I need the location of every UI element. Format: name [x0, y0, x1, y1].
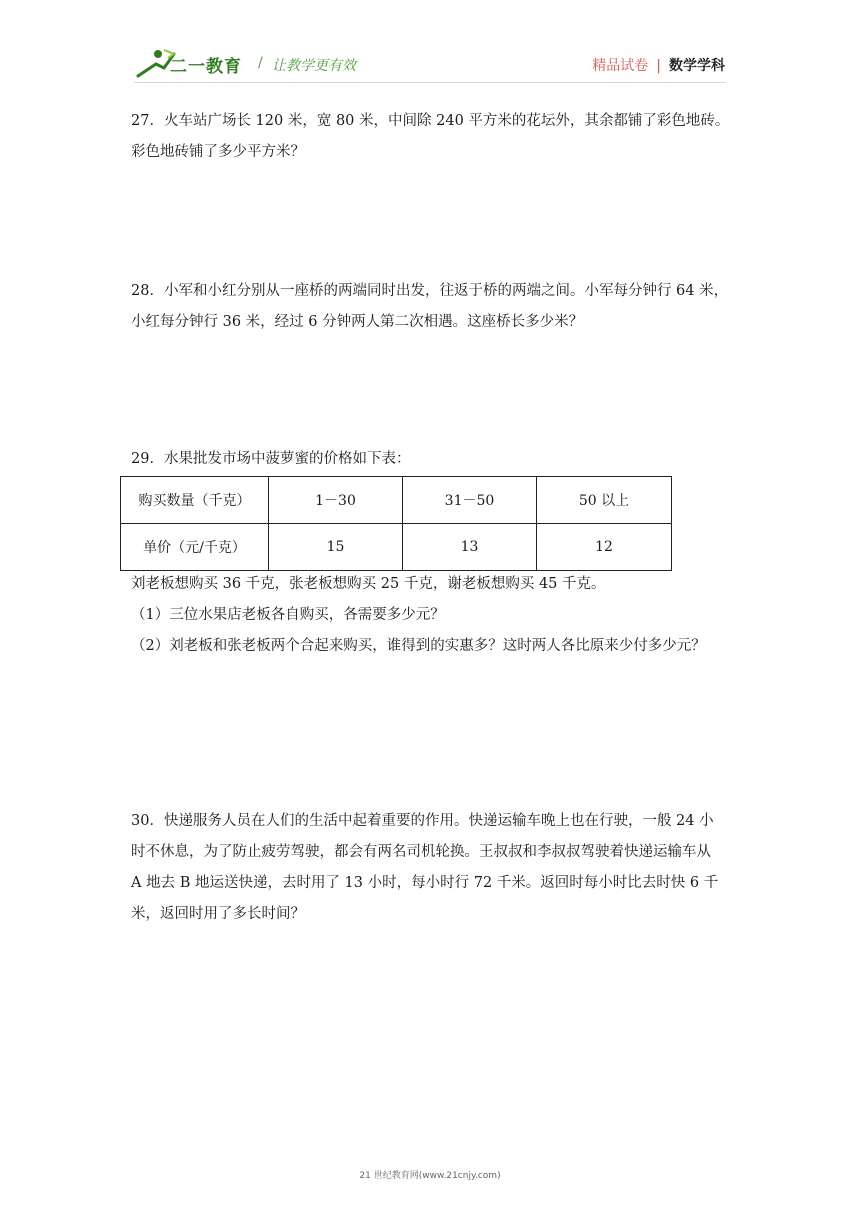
sub-question-1: （1）三位水果店老板各自购买，各需要多少元？: [131, 607, 445, 623]
logo-text: 二一教育: [170, 57, 242, 77]
table-cell: 1－30: [269, 477, 403, 524]
header-separator: |: [656, 58, 661, 74]
header-divider: [134, 82, 726, 83]
sub-question-2: （2）刘老板和张老板两个合起来购买，谁得到的实惠多？这时两人各比原来少付多少元？: [131, 638, 706, 654]
question-text: 刘老板想购买 36 千克，张老板想购买 25 千克，谢老板想购买 45 千克。: [131, 576, 606, 592]
question-text: 28．小军和小红分别从一座桥的两端同时出发，往返于桥的两端之间。小军每分钟行 64 米，: [131, 283, 729, 299]
table-cell: 12: [537, 524, 672, 571]
price-table: [120, 476, 672, 571]
table-cell: 单价（元/千克）: [121, 524, 269, 571]
question-29-intro: [131, 444, 731, 475]
question-29-body: [131, 569, 731, 662]
table-row: [121, 477, 672, 524]
table-cell: 购买数量（千克）: [121, 477, 269, 524]
slogan: 让教学更有效: [272, 58, 356, 74]
slogan-separator: /: [258, 55, 263, 71]
question-text: 米，返回时用了多长时间？: [131, 906, 305, 922]
table-cell: 50 以上: [537, 477, 672, 524]
question-text: 30．快递服务人员在人们的生活中起着重要的作用。快递运输车晚上也在行驶，一般 24 小: [131, 813, 714, 829]
table-row: [121, 524, 672, 571]
question-27: [131, 106, 731, 168]
subject-label: 数学学科: [669, 58, 725, 74]
question-text: 27．火车站广场长 120 米，宽 80 米，中间除 240 平方米的花坛外，其余都铺了彩色地砖。: [131, 113, 730, 129]
brand-label: 精品试卷: [592, 58, 649, 74]
question-30: [131, 806, 731, 930]
question-text: A 地去 B 地运送快递，去时用了 13 小时，每小时行 72 千米。返回时每小时比去时快 6 千: [131, 875, 719, 891]
header-right: [592, 55, 725, 75]
table-cell: 13: [403, 524, 537, 571]
question-28: [131, 276, 731, 338]
question-text: 时不休息，为了防止疲劳驾驶，都会有两名司机轮换。王叔叔和李叔叔驾驶着快递运输车从: [131, 844, 711, 860]
question-text: 29．水果批发市场中菠萝蜜的价格如下表：: [131, 451, 411, 467]
question-text: 小红每分钟行 36 米，经过 6 分钟两人第二次相遇。这座桥长多少米？: [131, 314, 584, 330]
table-cell: 15: [269, 524, 403, 571]
table-cell: 31－50: [403, 477, 537, 524]
question-text: 彩色地砖铺了多少平方米？: [131, 144, 305, 160]
page-header: [0, 0, 860, 90]
page-footer: 21 世纪教育网(www.21cnjy.com): [359, 1171, 501, 1181]
